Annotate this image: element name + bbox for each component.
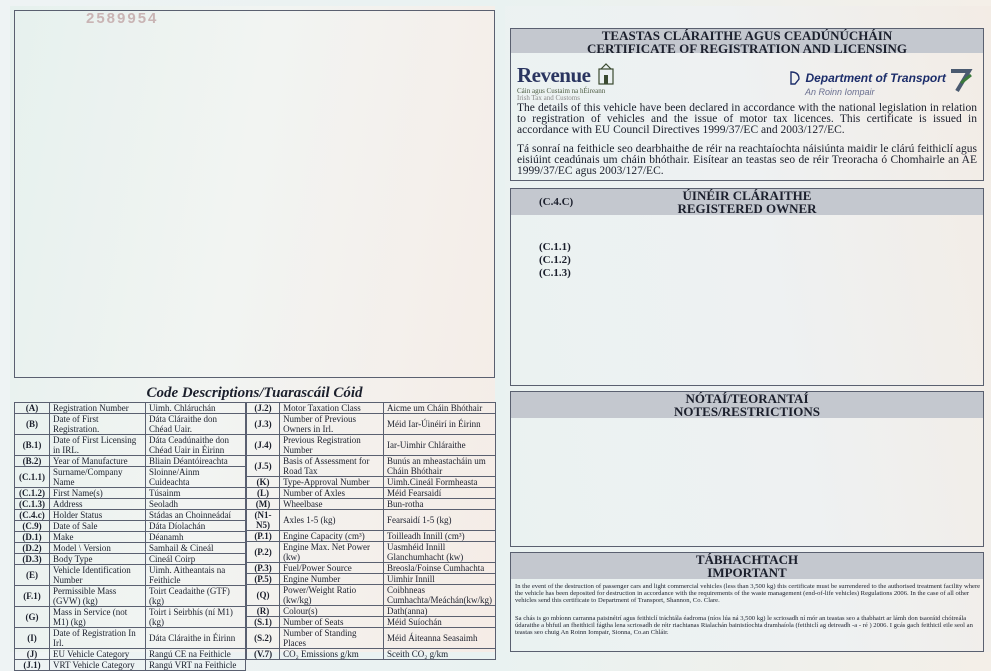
english-cell: Axles 1-5 (kg) bbox=[280, 510, 384, 531]
irish-cell: Coibhneas Cumhachta/Meáchán(kw/kg) bbox=[384, 585, 496, 606]
irish-cell: Méid Fearsaidí bbox=[384, 488, 496, 499]
irish-cell: Uimh. Chláruchán bbox=[146, 403, 246, 414]
code-row bbox=[247, 499, 496, 510]
code-row bbox=[247, 606, 496, 617]
code-cell: (F.1) bbox=[15, 586, 50, 607]
blank-panel bbox=[14, 10, 495, 378]
code-cell: (K) bbox=[247, 477, 280, 488]
code-cell: (P.5) bbox=[247, 574, 280, 585]
notes-title-ga: NÓTAÍ/TEORANTAÍ bbox=[685, 391, 809, 406]
code-cell: (J.5) bbox=[247, 456, 280, 477]
irish-cell: Dáta Cláraithe in Éirinn bbox=[146, 628, 246, 649]
code-row bbox=[247, 403, 496, 414]
english-cell: Fuel/Power Source bbox=[280, 563, 384, 574]
english-cell: Mass in Service (not M1) (kg) bbox=[50, 607, 146, 628]
code-row bbox=[15, 435, 246, 456]
code-cell: (J.2) bbox=[247, 403, 280, 414]
certificate-text-ga: Tá sonraí na feithicle seo dearbhaithe de réir na reachtaíochta náisiúnta maidir le clárú feithiclí agus eisiúint ceadúnais um cháin bhóthair. Eisítear an teastas seo de réir Treoracha ó Chomhairle an AE 1999/37/EC agus 2003/127/EC. bbox=[517, 143, 977, 177]
english-cell: Wheelbase bbox=[280, 499, 384, 510]
code-cell: (V.7) bbox=[247, 649, 280, 660]
code-cell: (L) bbox=[247, 488, 280, 499]
harp-building-icon bbox=[597, 63, 615, 85]
certificate-header bbox=[511, 28, 983, 56]
code-cell: (C.1.1) bbox=[15, 467, 50, 488]
english-cell: Number of Previous Owners in Irl. bbox=[280, 414, 384, 435]
code-cell: (J.4) bbox=[247, 435, 280, 456]
code-row bbox=[247, 510, 496, 531]
code-cell: (J) bbox=[15, 649, 50, 660]
code-row bbox=[15, 521, 246, 532]
english-cell: Colour(s) bbox=[280, 606, 384, 617]
code-cell: (J.1) bbox=[15, 660, 50, 671]
dot-logo bbox=[789, 69, 946, 97]
english-cell: Make bbox=[50, 532, 146, 543]
code-row bbox=[247, 488, 496, 499]
irish-cell: Bunús an mheastacháin um Cháin Bhóthair bbox=[384, 456, 496, 477]
owner-title-ga: ÚINÉIR CLÁRAITHE bbox=[682, 188, 812, 203]
code-cell: (M) bbox=[247, 499, 280, 510]
notes-title-en: NOTES/RESTRICTIONS bbox=[674, 404, 820, 419]
code-row bbox=[247, 414, 496, 435]
irish-cell: Uasmhéid Innill Glanchumhacht (kw) bbox=[384, 542, 496, 563]
english-cell: Engine Number bbox=[280, 574, 384, 585]
code-cell: (C.1.2) bbox=[15, 488, 50, 499]
english-cell: Previous Registration Number bbox=[280, 435, 384, 456]
english-cell: Year of Manufacture bbox=[50, 456, 146, 467]
registered-owner-section bbox=[510, 188, 984, 386]
certificate-text-en: The details of this vehicle have been declared in accordance with the national legislation in relation to registration of vehicles and the issue of motor tax licences. This certificate is issued in accordance with EU Council Directives 1999/37/EC and 2003/127/EC. bbox=[517, 102, 977, 136]
english-cell: First Name(s) bbox=[50, 488, 146, 499]
revenue-logo bbox=[517, 63, 615, 102]
owner-title-en: REGISTERED OWNER bbox=[677, 201, 817, 216]
important-title-ga: TÁBHACHTACH bbox=[695, 552, 799, 567]
code-cell: (D.3) bbox=[15, 554, 50, 565]
certificate-title-ga: TEASTAS CLÁRAITHE AGUS CEADÚNÚCHÁIN bbox=[601, 28, 893, 43]
code-cell: (G) bbox=[15, 607, 50, 628]
code-cell: (D.1) bbox=[15, 532, 50, 543]
irish-cell: Méid Iar-Úinéirí in Éirinn bbox=[384, 414, 496, 435]
english-cell: Engine Max. Net Power (kw) bbox=[280, 542, 384, 563]
code-row bbox=[247, 585, 496, 606]
code-row bbox=[247, 542, 496, 563]
english-cell: Date of Registration In Irl. bbox=[50, 628, 146, 649]
irish-cell: Méid Suíochán bbox=[384, 617, 496, 628]
code-table-right bbox=[246, 402, 496, 660]
code-row bbox=[15, 467, 246, 488]
code-row bbox=[15, 499, 246, 510]
irish-cell: Toirt Ceadaithe (GTF) (kg) bbox=[146, 586, 246, 607]
code-row bbox=[15, 586, 246, 607]
english-cell: Number of Standing Places bbox=[280, 628, 384, 649]
code-table-title: Code Descriptions/Tuarascáil Cóid bbox=[146, 385, 363, 401]
irish-cell: Dath(anna) bbox=[384, 606, 496, 617]
revenue-sub2: Irish Tax and Customs bbox=[517, 94, 580, 102]
irish-cell: Breosla/Foinse Cumhachta bbox=[384, 563, 496, 574]
english-cell: VRT Vehicle Category bbox=[50, 660, 146, 671]
english-cell: Basis of Assessment for Road Tax bbox=[280, 456, 384, 477]
code-cell: (B.1) bbox=[15, 435, 50, 456]
code-row bbox=[15, 607, 246, 628]
code-row bbox=[247, 617, 496, 628]
transport-swirl-icon bbox=[947, 65, 975, 95]
code-row bbox=[15, 403, 246, 414]
english-cell: Address bbox=[50, 499, 146, 510]
english-cell: Permissible Mass (GVW) (kg) bbox=[50, 586, 146, 607]
code-cell: (D.2) bbox=[15, 543, 50, 554]
english-cell: Date of First Registration. bbox=[50, 414, 146, 435]
english-cell: Surname/Company Name bbox=[50, 467, 146, 488]
code-cell: (B) bbox=[15, 414, 50, 435]
code-row bbox=[15, 649, 246, 660]
dot-name: Department of Transport bbox=[805, 71, 946, 85]
code-cell: (S.1) bbox=[247, 617, 280, 628]
english-cell: CO₂ Emissions g/km bbox=[280, 649, 384, 660]
important-header bbox=[511, 553, 983, 579]
owner-header bbox=[511, 189, 983, 215]
code-row bbox=[15, 554, 246, 565]
code-cell: (P.2) bbox=[247, 542, 280, 563]
irish-cell: Samhail & Cineál bbox=[146, 543, 246, 554]
english-cell: Body Type bbox=[50, 554, 146, 565]
revenue-name: Revenue bbox=[517, 63, 591, 87]
important-text-ga: Sa chás is go mbíonn carranna paisinéirí agus feithiclí tráchtála éadroma (níos lúa ná 3,500 kg) le scriosadh ní mór an teastas seo a thabhairt ar lámh don tsaoráid chóireála údaraithe a bhfuil an fheithicil fágtha lena scriosadh de réir riachtanas Rialachán bainistíochta dramhaíola (feithiclí ag deireadh -a - ré ) 2006. I gcás gach feithicil eile seol an teastas seo chuig An Roinn Iompair, Sionna, Co.an Chláir. bbox=[515, 615, 973, 636]
irish-cell: Seoladh bbox=[146, 499, 246, 510]
irish-cell: Bun-rotha bbox=[384, 499, 496, 510]
code-row bbox=[247, 628, 496, 649]
owner-code: (C.4.C) bbox=[539, 196, 574, 208]
english-cell: Engine Capacity (cm³) bbox=[280, 531, 384, 542]
code-cell: (A) bbox=[15, 403, 50, 414]
irish-cell: Rangú CE na Feithicle bbox=[146, 649, 246, 660]
owner-field-firstname: (C.1.2) bbox=[539, 254, 571, 266]
important-title-en: IMPORTANT bbox=[707, 565, 787, 580]
revenue-sub1: Cáin agus Custaim na hÉireann bbox=[517, 87, 606, 95]
irish-cell: Uimh. Aitheantais na Feithicle bbox=[146, 565, 246, 586]
english-cell: Type-Approval Number bbox=[280, 477, 384, 488]
english-cell: Registration Number bbox=[50, 403, 146, 414]
code-cell: (C.9) bbox=[15, 521, 50, 532]
code-row bbox=[247, 563, 496, 574]
english-cell: Date of Sale bbox=[50, 521, 146, 532]
code-row bbox=[247, 531, 496, 542]
code-row bbox=[15, 543, 246, 554]
english-cell: Number of Seats bbox=[280, 617, 384, 628]
code-row bbox=[247, 477, 496, 488]
english-cell: Power/Weight Ratio (kw/kg) bbox=[280, 585, 384, 606]
irish-cell: Sceith CO₂ g/km bbox=[384, 649, 496, 660]
code-cell: (B.2) bbox=[15, 456, 50, 467]
code-cell: (Q) bbox=[247, 585, 280, 606]
code-row bbox=[15, 456, 246, 467]
irish-cell: Toirt i Seirbhís (ní M1) (kg) bbox=[146, 607, 246, 628]
english-cell: Model \ Version bbox=[50, 543, 146, 554]
code-cell: (C.4.c) bbox=[15, 510, 50, 521]
code-row bbox=[247, 435, 496, 456]
irish-cell: Túsainm bbox=[146, 488, 246, 499]
irish-cell: Aicme um Cháin Bhóthair bbox=[384, 403, 496, 414]
english-cell: Holder Status bbox=[50, 510, 146, 521]
code-cell: (N1-N5) bbox=[247, 510, 280, 531]
irish-cell: Bliain Déantóireachta bbox=[146, 456, 246, 467]
code-row bbox=[247, 649, 496, 660]
code-cell: (C.1.3) bbox=[15, 499, 50, 510]
dot-sub: An Roinn Iompair bbox=[805, 87, 875, 97]
irish-cell: Dáta Ceadúnaithe don Chéad Uair in Éirinn bbox=[146, 435, 246, 456]
certificate-title-en: CERTIFICATE OF REGISTRATION AND LICENSING bbox=[586, 41, 908, 56]
notes-section bbox=[510, 391, 984, 547]
irish-cell: Rangú VRT na Feithicle bbox=[146, 660, 246, 671]
irish-cell: Uimhir Innill bbox=[384, 574, 496, 585]
code-cell: (P.1) bbox=[247, 531, 280, 542]
code-row bbox=[15, 510, 246, 521]
irish-cell: Dáta Cláraithe don Chéad Uair. bbox=[146, 414, 246, 435]
notes-header bbox=[511, 392, 983, 418]
code-cell: (I) bbox=[15, 628, 50, 649]
code-cell: (P.3) bbox=[247, 563, 280, 574]
irish-cell: Dáta Díolachán bbox=[146, 521, 246, 532]
english-cell: Number of Axles bbox=[280, 488, 384, 499]
code-cell: (S.2) bbox=[247, 628, 280, 649]
irish-cell: Fearsaidí 1-5 (kg) bbox=[384, 510, 496, 531]
important-text-en: In the event of the destruction of passenger cars and light commercial vehicles (less than 3,500 kg) this certificate must be surrendered to the authorised treatment facility where the vehicle has been deposited for destruction in accordance with the requirements of the waste management (end-of-life vehicles) Regulations 2006. In the case of all other vehicles send this certificate to Department of Transport, Shannon, Co. Clare. bbox=[515, 583, 981, 604]
code-row bbox=[15, 565, 246, 586]
irish-cell: Cineál Coirp bbox=[146, 554, 246, 565]
irish-cell: Stádas an Choinneádaí bbox=[146, 510, 246, 521]
code-row bbox=[15, 532, 246, 543]
irish-cell: Déanamh bbox=[146, 532, 246, 543]
irish-cell: Iar-Uimhir Chláraithe bbox=[384, 435, 496, 456]
irish-cell: Méid Áiteanna Seasaimh bbox=[384, 628, 496, 649]
code-cell: (J.3) bbox=[247, 414, 280, 435]
english-cell: Date of First Licensing in IRL. bbox=[50, 435, 146, 456]
code-cell: (E) bbox=[15, 565, 50, 586]
english-cell: EU Vehicle Category bbox=[50, 649, 146, 660]
code-row bbox=[15, 660, 246, 671]
code-row bbox=[247, 574, 496, 585]
english-cell: Motor Taxation Class bbox=[280, 403, 384, 414]
code-cell: (R) bbox=[247, 606, 280, 617]
owner-field-surname: (C.1.1) bbox=[539, 241, 571, 253]
code-row bbox=[15, 628, 246, 649]
irish-cell: Sloinne/Ainm Cuideachta bbox=[146, 467, 246, 488]
code-row bbox=[247, 456, 496, 477]
english-cell: Vehicle Identification Number bbox=[50, 565, 146, 586]
code-table-left bbox=[14, 402, 246, 671]
important-section bbox=[510, 552, 984, 652]
harp-icon bbox=[789, 71, 801, 85]
code-row bbox=[15, 488, 246, 499]
irish-cell: Uimh.Cineál Formheasta bbox=[384, 477, 496, 488]
irish-cell: Toilleadh Innill (cm³) bbox=[384, 531, 496, 542]
code-row bbox=[15, 414, 246, 435]
serial-number: 2589954 bbox=[86, 10, 159, 27]
certificate-section bbox=[510, 28, 984, 181]
owner-field-address: (C.1.3) bbox=[539, 267, 571, 279]
